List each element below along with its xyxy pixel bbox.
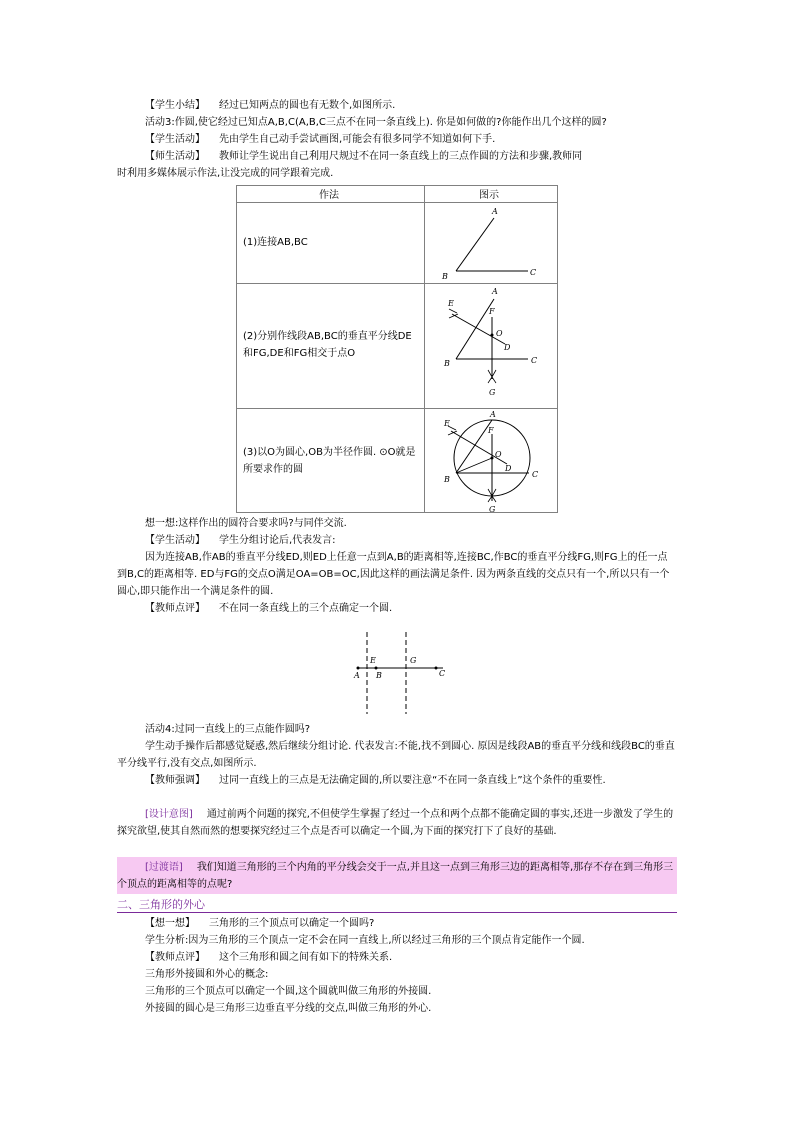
activity3-line: 活动3:作圆,使它经过已知点A,B,C(A,B,C三点不在同一条直线上). 你是如何做的?你能作出几个这样的圆? (145, 117, 607, 128)
section-underline (117, 912, 677, 913)
student-summary-text: 经过已知两点的圆也有无数个,如图所示. (219, 100, 396, 111)
label-a: A (490, 410, 496, 419)
student-summary-line (117, 97, 677, 114)
point-o (491, 457, 494, 460)
teacher-stress-paragraph (117, 772, 677, 789)
construction-table (236, 185, 558, 513)
collinear-points-figure (348, 630, 448, 716)
teacher-comment-text: 不在同一条直线上的三个点确定一个圆. (219, 603, 393, 614)
label-b: B (444, 359, 450, 368)
definition-circumcircle: 三角形的三个顶点可以确定一个圆,这个圆就叫做三角形的外接圆. (145, 986, 432, 997)
label-a: A (492, 207, 498, 216)
teacher-student-activity-line (117, 148, 677, 165)
label-e: E (444, 419, 450, 428)
figure-step2 (425, 284, 558, 408)
teacher-comment2-text: 这个三角形和圆之间有如下的特殊关系. (219, 952, 393, 963)
student-analysis-line: 学生分析:因为三角形的三个顶点一定不会在同一直线上,所以经过三角形的三个顶点肯定能作一个圆. (145, 935, 585, 946)
table-header-method: 作法 (319, 190, 339, 201)
teacher-comment2-line (117, 949, 677, 966)
label-b: B (442, 272, 448, 281)
teacher-student-activity-cont: 时利用多媒体展示作法,让没完成的同学跟着完成. (117, 168, 334, 179)
label-c: C (439, 669, 446, 678)
transition-paragraph (117, 859, 677, 893)
point-b (375, 667, 378, 670)
figure-step3 (425, 409, 558, 513)
think-question-line (117, 915, 677, 932)
transition-tag: [过渡语] (145, 862, 183, 873)
teacher-comment2-tag: 【教师点评】 (145, 952, 205, 963)
table-header-figure: 图示 (479, 190, 499, 201)
student-activity-line (117, 131, 677, 148)
step1-text: (1)连接AB,BC (243, 237, 308, 248)
segment-ab (456, 218, 494, 271)
label-a: A (354, 671, 360, 680)
step3-text: (3)以O为圆心,OB为半径作圆. ⊙O就是所要求作的圆 (243, 447, 416, 475)
transition-highlight (117, 857, 677, 894)
label-f: F (489, 307, 495, 316)
point-o (491, 334, 494, 337)
figure-step1 (425, 203, 558, 283)
bisector-de (451, 431, 507, 464)
transition-text: 我们知道三角形的三个内角的平分线会交于一点,并且这一点到三角形三边的距离相等,那存不存在到三角形三个顶点的距离相等的点呢? (117, 862, 674, 890)
label-c: C (530, 268, 537, 277)
activity4-discussion: 学生动手操作后都感觉疑惑,然后继续分组讨论. 代表发言:不能,找不到圆心. 原因是线段AB的垂直平分线和线段BC的垂直平分线平行,没有交点,如图所示. (117, 741, 675, 769)
teacher-student-activity-tag: 【师生活动】 (145, 151, 205, 162)
teacher-comment-tag: 【教师点评】 (145, 603, 205, 614)
label-g: G (489, 505, 496, 513)
segment-ab (456, 420, 492, 473)
design-intent-tag: [设计意图] (145, 809, 193, 820)
label-e: E (448, 299, 454, 308)
design-intent-paragraph (117, 806, 677, 840)
point-a (357, 667, 360, 670)
label-e: E (370, 656, 376, 665)
student-activity-text: 先由学生自己动手尝试画图,可能会有很多同学不知道如何下手. (219, 134, 496, 145)
label-g: G (410, 656, 417, 665)
label-g: G (489, 388, 496, 397)
student-activity-tag: 【学生活动】 (145, 134, 205, 145)
group-discussion-text: 学生分组讨论后,代表发言: (219, 535, 336, 546)
label-a: A (492, 287, 498, 296)
group-discussion-line (117, 532, 677, 549)
definition-circumcenter: 外接圆的圆心是三角形三边垂直平分线的交点,叫做三角形的外心. (145, 1003, 432, 1014)
think-tag: 【想一想】 (145, 918, 195, 929)
label-c: C (532, 470, 539, 479)
teacher-student-activity-text: 教师让学生说出自己利用尺规过不在同一条直线上的三点作圆的方法和步骤,教师同 (219, 151, 583, 162)
label-b: B (444, 475, 450, 484)
concept-heading: 三角形外接圆和外心的概念: (145, 969, 269, 980)
point-c (435, 667, 438, 670)
label-c: C (531, 356, 538, 365)
student-activity-tag: 【学生活动】 (145, 535, 205, 546)
teacher-stress-text: 过同一直线上的三点是无法确定圆的,所以要注意“不在同一条直线上”这个条件的重要性. (219, 775, 606, 786)
think-question-text: 三角形的三个顶点可以确定一个圆吗? (209, 918, 375, 929)
label-d: D (505, 464, 512, 473)
teacher-comment-line (117, 600, 677, 617)
think-line: 想一想:这样作出的圆符合要求吗?与同伴交流. (145, 518, 347, 529)
label-d: D (504, 343, 511, 352)
step2-text: (2)分别作线段AB,BC的垂直平分线DE和FG,DE和FG相交于点O (243, 331, 412, 359)
student-summary-tag: 【学生小结】 (145, 100, 205, 111)
label-o: O (496, 329, 503, 338)
label-f: F (488, 426, 494, 435)
activity4-line: 活动4:过同一直线上的三点能作圆吗? (145, 724, 311, 735)
teacher-stress-tag: 【教师强调】 (145, 775, 205, 786)
explanation-paragraph: 因为连接AB,作AB的垂直平分线ED,则ED上任意一点到A,B的距离相等,连接BC,作BC的垂直平分线FG,则FG上的任一点到B,C的距离相等. ED与FG的交点O满足OA=OB=OC,因此这样的画法满足条件. 因为两条直线的交点只有一个,所以只有一个圆心,即只能作出一个满足条件的圆. (117, 552, 670, 597)
label-b: B (376, 671, 382, 680)
design-intent-text: 通过前两个问题的探究,不但使学生掌握了经过一个点和两个点都不能确定圆的事实,还进一步激发了学生的探究欲望,使其自然而然的想要探究经过三个点是否可以确定一个圆,为下面的探究打下了良好的基础. (117, 809, 674, 837)
section-heading: 二、三角形的外心 (117, 898, 205, 911)
label-o: O (495, 450, 502, 459)
